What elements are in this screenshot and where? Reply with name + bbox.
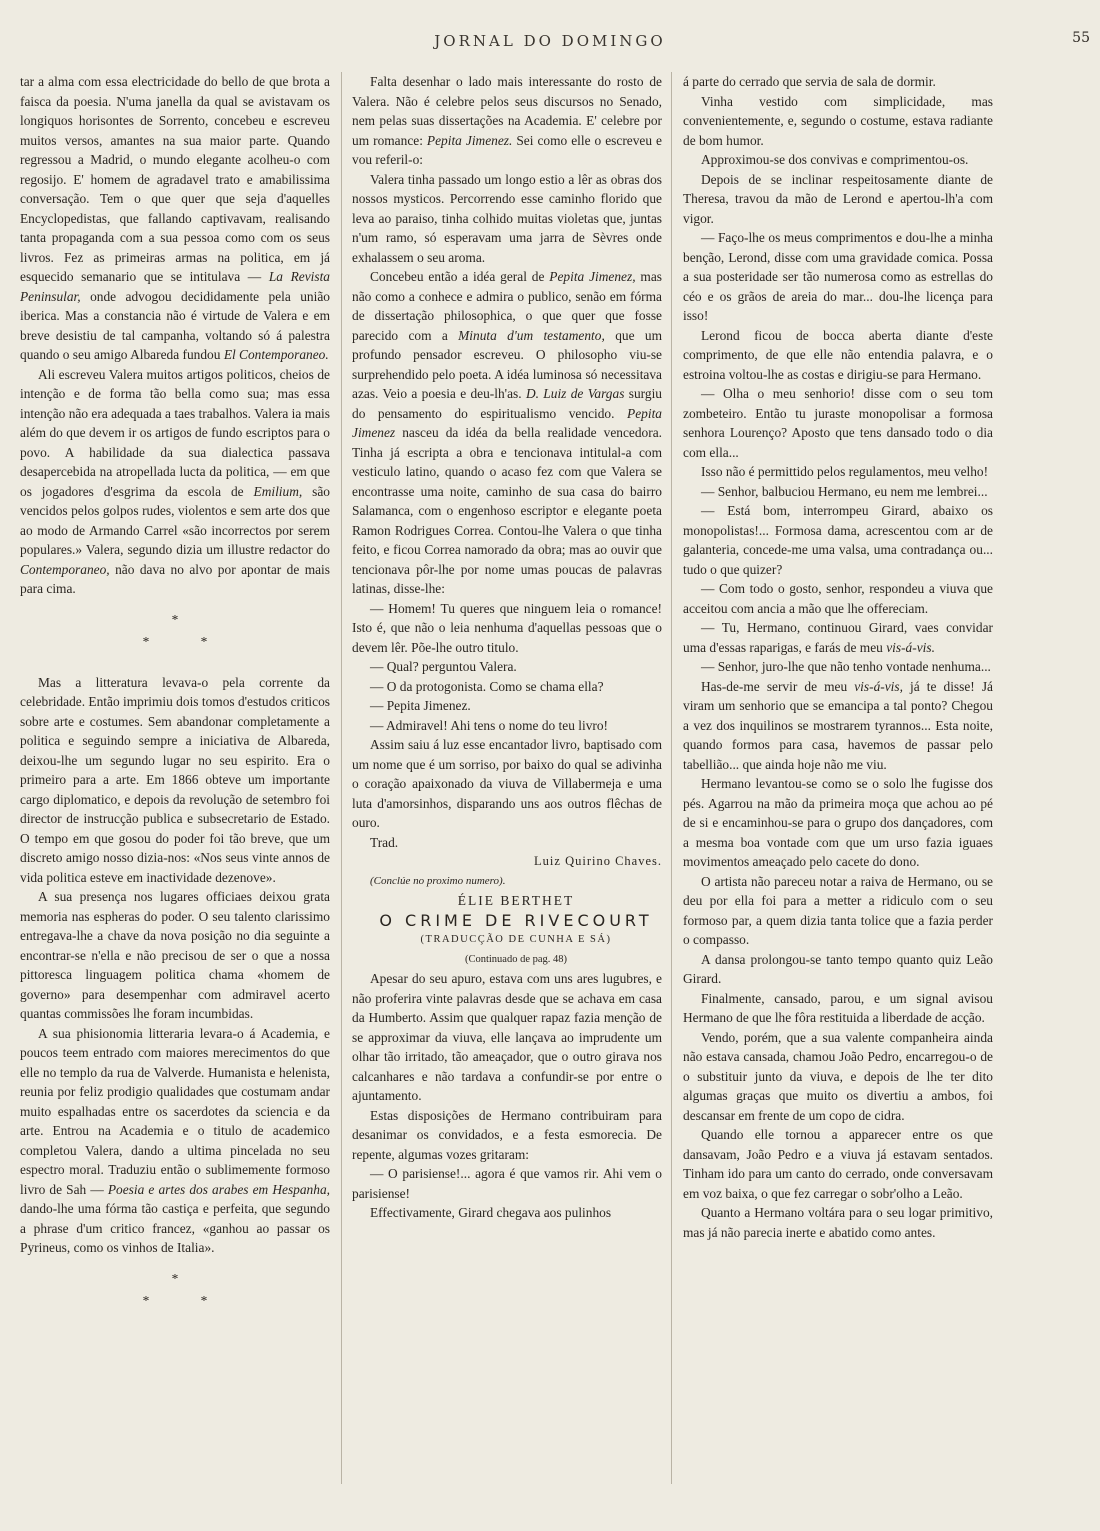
paragraph: Vinha vestido com simplicidade, mas convenientemente, e, segundo o costume, estava radiante de bom humor. (683, 93, 993, 148)
paragraph: Quando elle tornou a apparecer entre os que dansavam, João Pedro e a viuva já estavam sentados. Tinham ido para um canto do cerrado, onde conversavam em voz baixa, o que fez carregar o sobr'olho a Leão. (683, 1127, 993, 1201)
section-divider: * * * (142, 611, 232, 649)
story-title: O CRIME DE RIVECOURT (379, 910, 653, 930)
author-signature: Luiz Quirino Chaves. (534, 854, 662, 868)
paragraph: Falta desenhar o lado mais interessante do rosto de Valera. Não é celebre pelos seus discursos no Senado, nem pelas suas dissertações na Academia. E' celebre por um romance: Pepita Jimenez. Sei como elle o escreveu e vou referil-o: (352, 74, 662, 167)
paragraph: Vendo, porém, que a sua valente companheira ainda não estava cansada, chamou João Pedro, encarregou-o de o substituir junto da viuva, e depois de lhe ter dito algumas graças que muito os divertiu a ambos, foi descansar em frente de um copo de cidra. (683, 1029, 993, 1123)
paragraph: — Senhor, juro-lhe que não tenho vontade nenhuma... (701, 659, 991, 674)
paragraph: Lerond ficou de bocca aberta diante d'este comprimento, de que elle não entendia palavra, e o estroina voltou-lhe as costas e dirigiu-se para Hermano. (683, 327, 993, 382)
paragraph: Depois de se inclinar respeitosamente diante de Theresa, travou da mão de Lerond e apertou-lh'a com vigor. (683, 171, 993, 226)
paragraph: Has-de-me servir de meu vis-á-vis, já te disse! Já viram um senhorio que se emancipa a tal ponto? Chegou a vez dos inquilinos se mostrarem tyrannos... Esta noite, quando formos para casa, havemos de passar pelo tabellião... que ainda hoje não me viu. (683, 678, 993, 772)
paragraph: Concebeu então a idéa geral de Pepita Jimenez, mas não como a conhece e admira o publico, senão em fórma de dissertação philosophica, o que quer que fosse parecido com a Minuta d'um testamento, que um profundo pensador escreveu. O philosopho viu-se surprehendido pelo poeta. A idéa luminosa só necessitava azas. Veio a poesia e deu-lh'as. D. Luiz de Vargas surgiu do pensamento do espiritualismo vencido. Pepita Jimenez nasceu da idéa da bella realidade vencedora. Tinha já escripta a obra e tencionava intitulal-a com vesticulo latino, quando o acaso fez com que Valera se encontrasse uma noite, caminho de sua casa do bairro Salamanca, com o engenhoso escriptor e elegante poeta Ramon Rodrigues Correa. Contou-lhe Valera o que tinha feito, e ficou Correa namorado da obra; mas ao ouvir que tencionava pôr-lhe por nome umas poucas de palavras latinas, disse-lhe: (352, 269, 662, 596)
paragraph: Mas a litteratura levava-o pela corrente da celebridade. Então imprimiu dois tomos d'estudos criticos sobre arte e costumes. Sem abandonar completamente a politica e seguindo sempre a iniciativa de Albareda, deixou-lhe um segundo lugar no seu espirito. Era o primeiro para a arte. Em 1866 obteve um importante cargo diplomatico, e depois da revolução de setembro foi director de instrucção publica e subsecretario de Estado. O tempo em que gosou do poder foi tão breve, que um discreto amigo nosso dizia-nos: «Nos seus vinte annos de vida politica esteve em inactividade dezenove». (20, 674, 330, 885)
page-header (0, 30, 1100, 60)
paragraph: — Homem! Tu queres que ninguem leia o romance! Isto é, que não o leia nenhuma d'aquellas pessoas que o devem lêr. Põe-lhe outro titulo. (352, 600, 662, 655)
story-author: ÉLIE BERTHET (457, 893, 575, 908)
page-number: 55 (1072, 30, 1090, 46)
paragraph: — Pepita Jimenez. (370, 698, 471, 713)
paragraph: Effectivamente, Girard chegava aos pulinhos (370, 1205, 612, 1220)
paragraph: Quanto a Hermano voltára para o seu logar primitivo, mas já não parecia inerte e abatido como antes. (683, 1205, 993, 1240)
paragraph: — Faço-lhe os meus comprimentos e dou-lhe a minha benção, Lerond, disse com uma gravidade comica. Possa a sua posteridade ser tão numerosa como as estrellas do céo e os grãos de areia do mar... dou-lhe licença para isso! (683, 230, 993, 323)
paragraph: Estas disposições de Hermano contribuiram para desanimar os convidados, e a festa esmorecia. De repente, algumas vozes gritaram: (352, 1107, 662, 1162)
paragraph: Valera tinha passado um longo estio a lêr as obras dos nossos mysticos. Percorrendo esse caminho florido que leva ao paraiso, tinha colhido muitas violetas que, juntas n'um ramo, só esperavam uma jarra de Sèvres onde exhalassem o seu aroma. (352, 171, 662, 265)
paragraph: — Olha o meu senhorio! disse com o seu tom zombeteiro. Então tu juraste monopolisar a formosa senhora Lourenço? Aposto que tens dansado todo o dia com ella... (683, 386, 993, 460)
section-divider: * * * (142, 1270, 232, 1308)
paragraph: A dansa prolongou-se tanto tempo quanto quiz Leão Girard. (683, 951, 993, 986)
paragraph: Ali escreveu Valera muitos artigos politicos, cheios de intenção e de forma tão bella como sua; mas essa intenção não era adequada a taes trabalhos. Valera ia mais além do que devem ir os artigos de fundo escriptos para o povo. A habilidade da sua dialectica passava desapercebida na atropellada lucta da politica, — em que os jogadores d'esgrima da escola de Emilium, são vencidos pelos golpos rudes, violentos e sem arte dos que ao modo de Armando Carrel «são incorrectos por serem populares.» Valera, segundo dizia um illustre redactor do Contemporaneo, não dava no alvo por apontar de mais para cima. (20, 366, 330, 596)
column-3 (683, 72, 993, 1492)
masthead: JORNAL DO DOMINGO (434, 32, 666, 50)
paragraph: Isso não é permittido pelos regulamentos, meu velho! (701, 464, 989, 479)
paragraph: Approximou-se dos convivas e comprimentou-os. (701, 152, 969, 167)
paragraph: — O parisiense!... agora é que vamos rir. Ahi vem o parisiense! (352, 1166, 662, 1201)
column-rule-2 (671, 72, 672, 1484)
paragraph: — Com todo o gosto, senhor, respondeu a viuva que acceitou com ancia a mão que lhe offereciam. (683, 581, 993, 616)
paragraph: Hermano levantou-se como se o solo lhe fugisse dos pés. Agarrou na mão da primeira moça que achou ao pé de si e encaminhou-se para o grupo dos dançadores, com a mesma boa vontade com que um urso fazia iguaes movimentos ameaçado pelo cacete do dono. (683, 776, 993, 869)
paragraph: Assim saiu á luz esse encantador livro, baptisado com um nome que é um sorriso, por baixo do qual se adivinha o coração apaixonado da viuva de Villabermeja e uma luta d'amorsinhos, disparando uns aos outros flêchas de ouro. (352, 737, 662, 830)
paragraph: — O da protogonista. Como se chama ella? (370, 678, 604, 694)
column-2 (352, 72, 662, 1492)
paragraph: O artista não pareceu notar a raiva de Hermano, ou se deu por ella foi para a metter a ridiculo com o seu formoso par, a quem dizia tanta tolice que a fazia perder o compasso. (683, 873, 993, 947)
paragraph: — Admiravel! Ahi tens o nome do teu livro! (370, 717, 609, 733)
paragraph: á parte do cerrado que servia de sala de dormir. (683, 74, 936, 89)
translation-credit: (TRADUCÇÃO DE CUNHA E SÁ) (420, 934, 612, 945)
trad-label: Trad. (370, 834, 399, 850)
continued-from-note: (Continuado de pag. 48) (464, 953, 568, 965)
column-rule-1 (341, 72, 342, 1484)
paragraph: A sua presença nos lugares officiaes deixou grata memoria nas espheras do poder. O seu talento clarissimo entregava-lhe a chave da nova posição no dia seguinte a encontrar-se n'ella e não precisou de ser o que a nossa pittoresca linguagem politica chama «homem de governo» para desempenhar com admiravel acerto quantas commissões lhe foram incumbidas. (20, 889, 330, 1021)
continuation-note: (Conclúe no proximo numero). (370, 874, 506, 887)
paragraph: A sua phisionomia litteraria levara-o á Academia, e poucos teem entrado com maiores merecimentos do que elle no templo da rua de Valverde. Humanista e helenista, reunia por feliz prodigio qualidades que costumam andar muito espalhadas entre os sacerdotes da sciencia e da arte. Entrou na Academia e o titulo de academico completou Valera, dando a ultima pincelada no seu espectro moral. Traduziu então o sublimemente formoso livro de Sah — Poesia e artes dos arabes em Hespanha, dando-lhe uma fórma tão castiça e perfeita, que segundo a phrase d'um critico francez, «ganhou ao passar os Pyrineus, como os vinhos de Italia». (20, 1025, 330, 1255)
paragraph: Finalmente, cansado, parou, e um signal avisou Hermano de que lhe fôra restituida a liberdade de acção. (683, 990, 993, 1025)
paragraph: — Está bom, interrompeu Girard, abaixo os monopolistas!... Formosa dama, acrescentou com ar de galanteria, concede-me uma valsa, uma contradança ou... tudo o que quizer? (683, 503, 993, 577)
column-1 (20, 72, 330, 1492)
paragraph: — Senhor, balbuciou Hermano, eu nem me lembrei... (701, 483, 988, 499)
paragraph: — Qual? perguntou Valera. (370, 659, 517, 674)
paragraph: Apesar do seu apuro, estava com uns ares lugubres, e não proferira vinte palavras desde que se achava em casa da Humberto. Assim que qualquer rapaz fazia menção de se approximar da viuva, elle lançava ao imprudente um olhar tão irritado, tão ameaçador, que o outro girava nos calcanhares e não tardava a confundir-se por entre o ajuntamento. (352, 971, 662, 1103)
paragraph: — Tu, Hermano, continuou Girard, vaes convidar uma d'essas raparigas, e farás de meu vis-á-vis. (683, 620, 993, 655)
paragraph: tar a alma com essa electricidade do bello de que brota a faisca da poesia. N'uma janella da qual se avistavam os longiquos horisontes de Sorrento, concebeu e escreveu muitos versos, amantes na sua maior parte. Quando regressou a Madrid, o mundo elegante acolheu-o com regosijo. E' homem de agradavel trato e amabilissima conversação. Tem o que quer que seja d'aquelles Encyclopedistas, que fallando captivavam, realisando tanta propaganda com a sua pessoa como com os seus livros. Fez as primeiras armas na politica, em já esquecido semanario que se intitulava — La Revista Peninsular, onde advogou decididamente pela união iberica. Mas a constancia não é virtude de Valera e em breve desistiu de tal campanha, voltando só á palestra quando o seu amigo Albareda fundou El Contemporaneo. (20, 74, 330, 362)
